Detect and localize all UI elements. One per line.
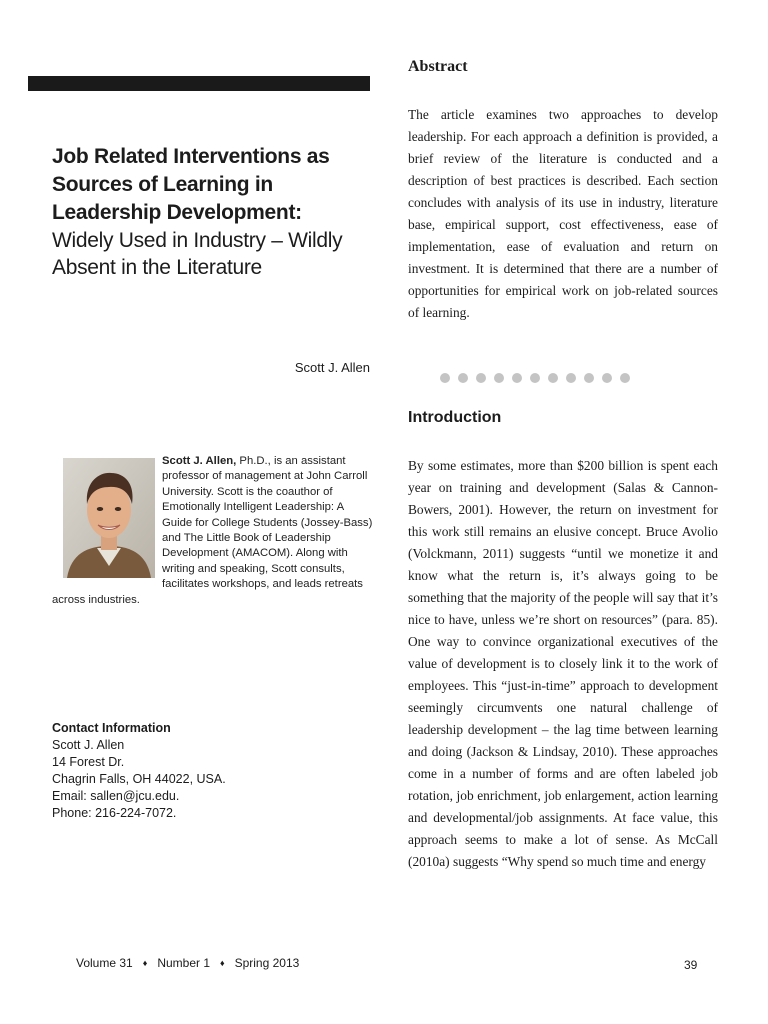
divider-dot [566,373,576,383]
contact-email[interactable]: Email: sallen@jcu.edu. [52,789,180,803]
divider-dot [530,373,540,383]
abstract-heading: Abstract [408,58,468,75]
journal-footer [76,956,299,970]
bio-name: Scott J. Allen, [162,455,237,467]
divider-dot [512,373,522,383]
contact-city: Chagrin Falls, OH 44022, USA. [52,772,226,786]
footer-season: Spring 2013 [234,956,300,970]
contact-name: Scott J. Allen [52,738,125,752]
author-photo [63,458,155,578]
contact-information [52,720,226,822]
portrait-image [63,458,155,578]
article-title [52,143,372,281]
divider-dot [476,373,486,383]
title-subtitle: Widely Used in Industry – Wildly Absent in the Literature [52,229,343,279]
abstract-text: The article examines two approaches to develop leadership. For each approach a definition is provided, a brief review of the literature is conducted and a description of best practices is described. Each section concludes with analysis of its use in industry, literature base, empirical support, cost effectiveness, ease of implementation, ease of evaluation and return on investment. It is determined that there are a number of opportunities for empirical work on job-related sources of learning. [408,107,718,320]
divider-dot [458,373,468,383]
contact-street: 14 Forest Dr. [52,755,125,769]
divider-dot [440,373,450,383]
introduction-text: By some estimates, more than $200 billion is spent each year on training and development (Salas & Cannon-Bowers, 2001). However, the return on investment for this work still remains an elusive concept. Bruce Avolio (Volckmann, 2011) suggests “until we monetize it and know what the return is, it’s always going to be something that the majority of the people will say that it’s nice to have, unless we’re short on resources” (para. 85). One way to convince organizational executives of the value of development is to closely link it to the work of employees. This “just-in-time” approach to development seemingly circumvents one natural challenge of leadership development – the lag time between learning and doing (Jackson & Lindsay, 2010). These approaches come in a number of forms and are often labeled job rotation, job enrichment, job enlargement, action learning and developmental/job assignments. At face value, this approach seems to make a lot of sense. As McCall (2010a) suggests “Why spend so much time and energy [408,458,718,869]
diamond-icon: ♦ [220,958,225,968]
section-divider-dots [440,373,630,383]
author-byline: Scott J. Allen [294,360,370,375]
divider-dot [494,373,504,383]
footer-number: Number 1 [157,956,210,970]
contact-phone: Phone: 216-224-7072. [52,806,177,820]
introduction-heading: Introduction [408,409,502,426]
bio-text: Ph.D., is an assistant professor of management at John Carroll University. Scott is the coauthor of Emotionally Intelligent Leadership: A Guide for College Students (Jossey-Bass) and The Little Book of Leadership Development (AMACOM). Along with writing and speaking, Scott consults, facilitates workshops, and leads retreats across industries. [52,455,373,606]
diamond-icon: ♦ [142,958,148,968]
footer-volume: Volume 31 [76,956,133,970]
contact-heading: Contact Information [52,721,171,735]
page-number: 39 [684,958,698,972]
divider-dot [548,373,558,383]
divider-dot [620,373,630,383]
divider-dot [584,373,594,383]
title-rule [28,76,370,91]
divider-dot [602,373,612,383]
title-main: Job Related Interventions as Sources of Learning in Leadership Development: [52,145,330,224]
